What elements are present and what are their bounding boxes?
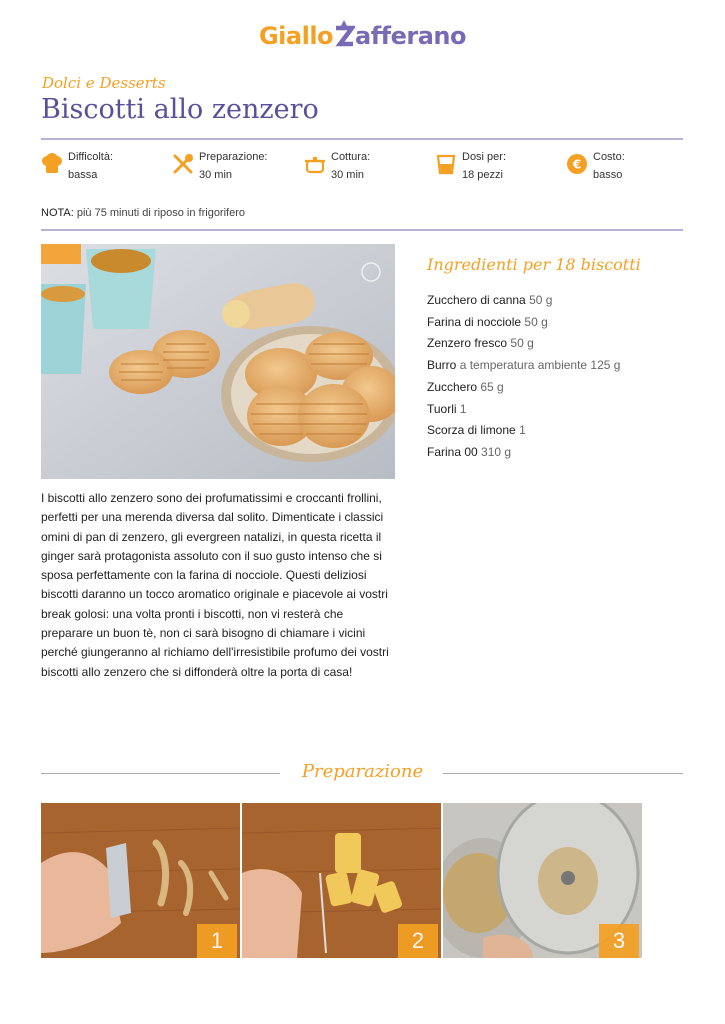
- ingredient-name[interactable]: Zenzero fresco: [427, 336, 508, 351]
- hero-cookies-photo: [41, 244, 395, 479]
- title-divider: [41, 138, 683, 140]
- recipe-intro: I biscotti allo zenzero sono dei profumatissimi e croccanti frollini, perfetti per una merenda diversa dal solito. Dimenticate i classici omini di pan di zenzero, gli evergreen natalizi, in questa ricetta il ginger sarà protagonista assoluto con il suo gusto intenso che si sposa perfettamente con la farina di nocciole. Questi deliziosi biscotti daranno un tocco aromatico originale e piacevole ai vostri break golosi: una volta pronti i biscotti, non vi resterà che preparare un buon tè, non ci sarà bisogno di chiamare i vicini perché giungeranno al richiamo dell'irresistibile profumo dei vostri biscotti allo zenzero che si diffonderà oltre la porta di casa!: [41, 491, 389, 679]
- step-image-3[interactable]: [443, 803, 642, 958]
- ingredient-qty: 50 g: [510, 336, 534, 351]
- step-image-1[interactable]: [41, 803, 240, 958]
- ingredients-title: Ingredienti per 18 biscotti: [427, 255, 641, 274]
- note-text: più 75 minuti di riposo in frigorifero: [76, 207, 245, 219]
- logo-z-mark-icon: [333, 20, 355, 48]
- fact-label: Difficoltà:: [68, 151, 114, 163]
- euro-coin-icon: [566, 153, 588, 175]
- step-image-2[interactable]: [242, 803, 441, 958]
- step-number: 2: [398, 924, 438, 958]
- fact-label: Preparazione:: [199, 151, 268, 163]
- step-number: 1: [197, 924, 237, 958]
- page-title: Biscotti allo zenzero: [41, 94, 319, 125]
- ingredient-item: [427, 420, 620, 442]
- utensils-icon: [172, 153, 194, 175]
- fact-value: 30 min: [199, 169, 233, 181]
- ingredient-name[interactable]: Zucchero di canna: [427, 293, 526, 307]
- ingredient-qty: a temperatura ambiente 125 g: [459, 358, 621, 373]
- ingredient-qty: 50 g: [529, 293, 553, 307]
- ingredient-name[interactable]: Scorza di limone: [427, 423, 516, 438]
- fact-label: Dosi per:: [462, 151, 507, 163]
- fact-label: Cottura:: [331, 151, 371, 163]
- prep-divider-right: [443, 773, 683, 774]
- ingredient-name[interactable]: Farina 00: [427, 444, 478, 459]
- fact-label: Costo:: [593, 151, 625, 163]
- ingredient-item: [427, 312, 620, 334]
- logo-text-giallo: Giallo: [258, 22, 334, 50]
- ingredient-item: [427, 355, 620, 377]
- ingredient-name[interactable]: Burro: [427, 358, 457, 373]
- fact-value: 18 pezzi: [462, 169, 503, 181]
- recipe-facts: [41, 151, 683, 191]
- preparation-title: Preparazione: [301, 761, 424, 782]
- site-logo[interactable]: [0, 20, 725, 50]
- recipe-category[interactable]: Dolci e Desserts: [42, 74, 166, 92]
- ingredient-name[interactable]: Tuorli: [427, 401, 457, 416]
- ingredient-qty: 1: [519, 423, 526, 438]
- facts-divider: [41, 229, 683, 231]
- ingredient-item: [427, 377, 620, 399]
- fact-value: 30 min: [331, 169, 365, 181]
- ingredient-name[interactable]: Farina di nocciole: [427, 314, 522, 329]
- ingredient-name[interactable]: Zucchero: [427, 379, 478, 394]
- ingredient-item: [427, 442, 620, 464]
- ingredient-qty: 1: [459, 401, 467, 416]
- ingredient-qty: 310 g: [481, 444, 512, 459]
- svg-text:€: €: [572, 157, 582, 172]
- ingredient-item: [427, 290, 620, 312]
- ingredient-qty: 65 g: [480, 379, 504, 394]
- measuring-cup-icon: [435, 153, 457, 175]
- ingredient-item: [427, 333, 620, 355]
- fact-value: bassa: [68, 169, 98, 181]
- ingredient-qty: 50 g: [524, 314, 548, 329]
- logo-text-afferano: afferano: [355, 22, 467, 50]
- fact-value: basso: [593, 169, 623, 181]
- ingredient-item: [427, 399, 620, 421]
- ingredients-list: [427, 290, 620, 464]
- step-number: 3: [599, 924, 639, 958]
- recipe-note: [41, 207, 245, 219]
- chef-hat-icon: [41, 153, 63, 175]
- note-label: NOTA:: [41, 207, 74, 219]
- pot-icon: [304, 153, 326, 175]
